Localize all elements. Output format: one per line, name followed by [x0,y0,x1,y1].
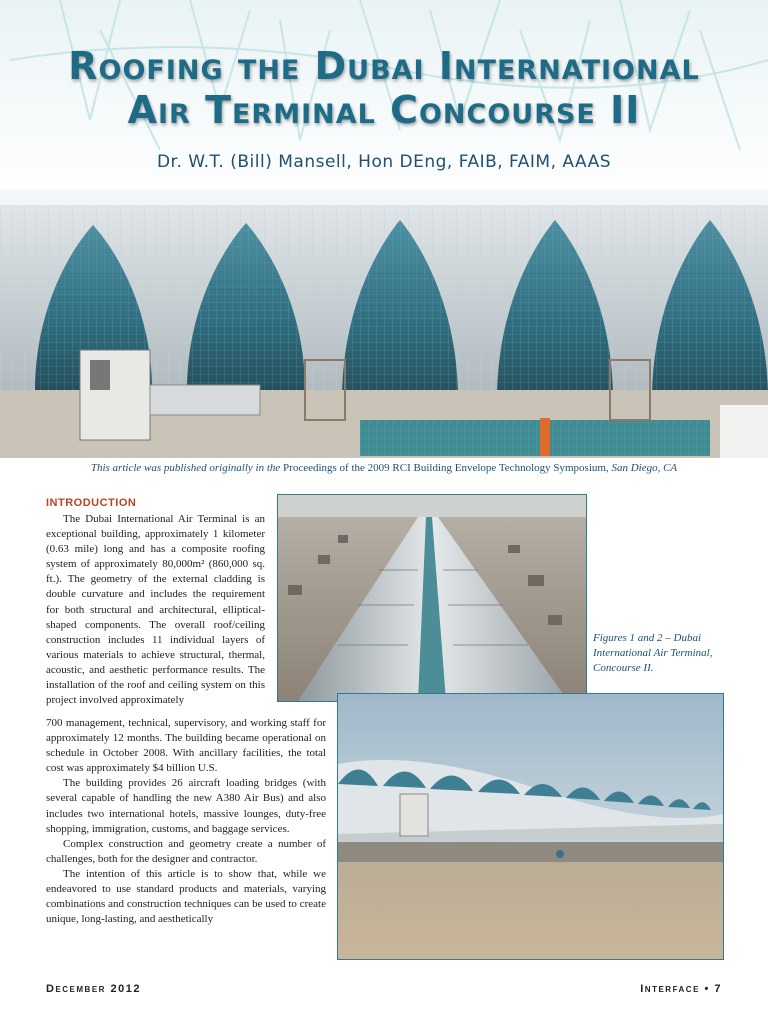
body-text-narrow [46,512,265,708]
article-title-line-2: Air Terminal Concourse II [127,88,641,132]
section-heading-introduction: INTRODUCTION [46,497,137,509]
paragraph-4: The intention of this article is to show that, while we endeavored to use standard products and materials, varying combinations and construction techniques can be used to create unique, long-lasting, and aesthetically [46,867,326,926]
footer-publication-page: Interface • 7 [640,983,722,995]
author-byline: Dr. W.T. (Bill) Mansell, Hon DEng, FAIB, FAIM, AAAS [156,152,612,172]
hero-caption [0,462,768,474]
figure-caption: Figures 1 and 2 – Dubai International Air Terminal, Concourse II. [593,632,713,674]
hero-caption-proceedings: Proceedings of the 2009 RCI Building Envelope Technology Symposium, [283,462,609,474]
figure-2-concourse-ground-photo [337,693,724,960]
footer-date: December 2012 [46,983,141,995]
body-text-wide [46,716,326,927]
hero-photo-terminal-facade [0,190,768,458]
paragraph-1-start: The Dubai International Air Terminal is an exceptional building, approximately 1 kilometer (0.63 mile) long and has a composite roofing system of approximately 80,000m² (860,000 sq. ft.). The geometry of the external cladding is double curvature and includes the requirement for both structural and architectural, elliptical-shaped components. The overall roof/ceiling construction includes 11 individual layers of various materials to achieve structural, thermal, acoustic, and aesthetic performance results. The installation of the roof and ceiling system on this project involved approximately [46,513,265,707]
hero-caption-location: San Diego, CA [611,462,678,474]
article-header [0,0,768,200]
article-title-line-1: Roofing the Dubai International [68,44,700,88]
hero-caption-intro: This article was published originally in the [90,462,281,474]
paragraph-3: Complex construction and geometry create a number of challenges, both for the designer and contractor. [46,837,326,865]
paragraph-2: The building provides 26 aircraft loading bridges (with several capable of handling the new A380 Air Bus) and also includes two international hotels, massive lounges, duty-free shopping, immigration, customs, and baggage services. [46,777,326,835]
figure-1-aerial-roof-photo [277,494,587,702]
paragraph-1-continued: 700 management, technical, supervisory, and working staff for approximately 12 months. The building became operational on schedule in October 2008. With ancillary facilities, the total cost was approximately $4 billion U.S. [46,717,326,775]
